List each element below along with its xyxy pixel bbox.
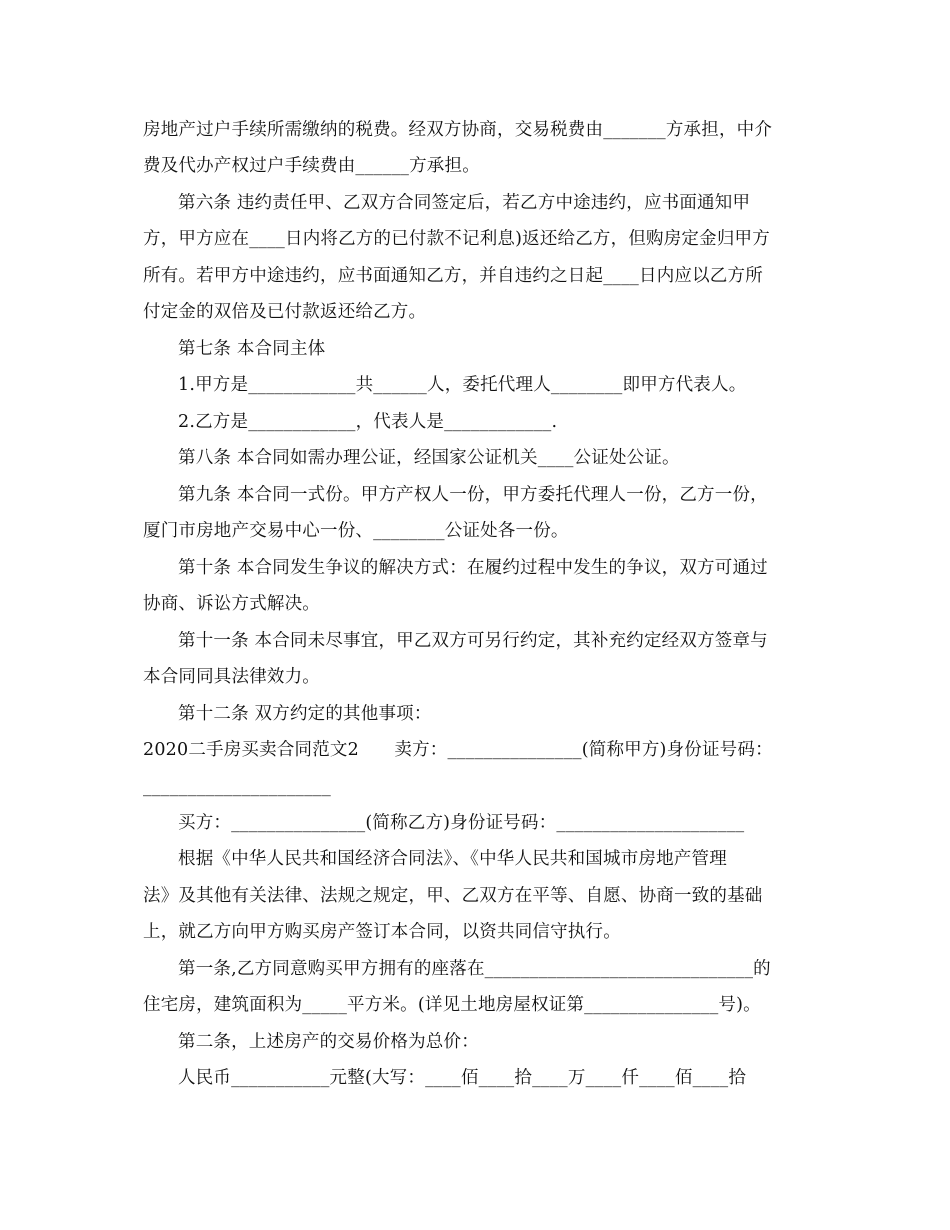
text-line: 本合同同具法律效力。 [143,667,320,687]
text-line: _____________________ [143,777,331,797]
text-line: 所有。若甲方中途违约，应书面通知乙方，并自违约之日起____日内应以乙方所 [143,266,763,286]
text-line: 第十二条 双方约定的其他事项： [178,704,432,724]
text-line: 买方：_______________(简称乙方)身份证号码：_____________________ [178,813,745,833]
text-line: 2.乙方是____________，代表人是____________. [178,412,558,432]
text-line: 房地产过户手续所需缴纳的税费。经双方协商，交易税费由_______方承担，中介 [143,120,773,140]
text-line: 方，甲方应在____日内将乙方的已付款不记利息)返还给乙方，但购房定金归甲方 [143,229,770,249]
text-line: 1.甲方是____________共______人，委托代理人________即甲方代表人。 [178,375,747,395]
text-line: 第八条 本合同如需办理公证，经国家公证机关____公证处公证。 [178,448,680,468]
text-line: 第二条，上述房产的交易价格为总价： [178,1032,479,1052]
text-line: 第一条,乙方同意购买甲方拥有的座落在______________________________的 [178,959,771,979]
text-line: 2020二手房买卖合同范文2 卖方：_______________(简称甲方)身份证号码： [143,740,773,760]
text-line: 厦门市房地产交易中心一份、________公证处各一份。 [143,521,569,541]
text-line: 人民币___________元整(大写：____佰____拾____万____仟____佰____拾 [178,1068,747,1088]
text-line: 第十条 本合同发生争议的解决方式：在履约过程中发生的争议，双方可通过 [178,558,768,578]
text-line: 费及代办产权过户手续费由______方承担。 [143,156,480,176]
text-line: 住宅房，建筑面积为_____平方米。(详见土地房屋权证第_______________号)。 [143,995,761,1015]
text-line: 根据《中华人民共和国经济合同法》、《中华人民共和国城市房地产管理 [178,849,727,869]
text-line: 第十一条 本合同未尽事宜，甲乙双方可另行约定，其补充约定经双方签章与 [178,631,768,651]
text-line: 第七条 本合同主体 [178,339,326,359]
text-line: 第六条 违约责任甲、乙双方合同签定后，若乙方中途违约，应书面通知甲 [178,193,751,213]
text-line: 第九条 本合同一式份。甲方产权人一份，甲方委托代理人一份，乙方一份， [178,485,768,505]
text-line: 法》及其他有关法律、法规之规定，甲、乙双方在平等、自愿、协商一致的基础 [143,886,763,906]
text-line: 付定金的双倍及已付款返还给乙方。 [143,302,427,322]
text-line: 协商、诉讼方式解决。 [143,594,320,614]
text-line: 上，就乙方向甲方购买房产签订本合同，以资共同信守执行。 [143,922,621,942]
